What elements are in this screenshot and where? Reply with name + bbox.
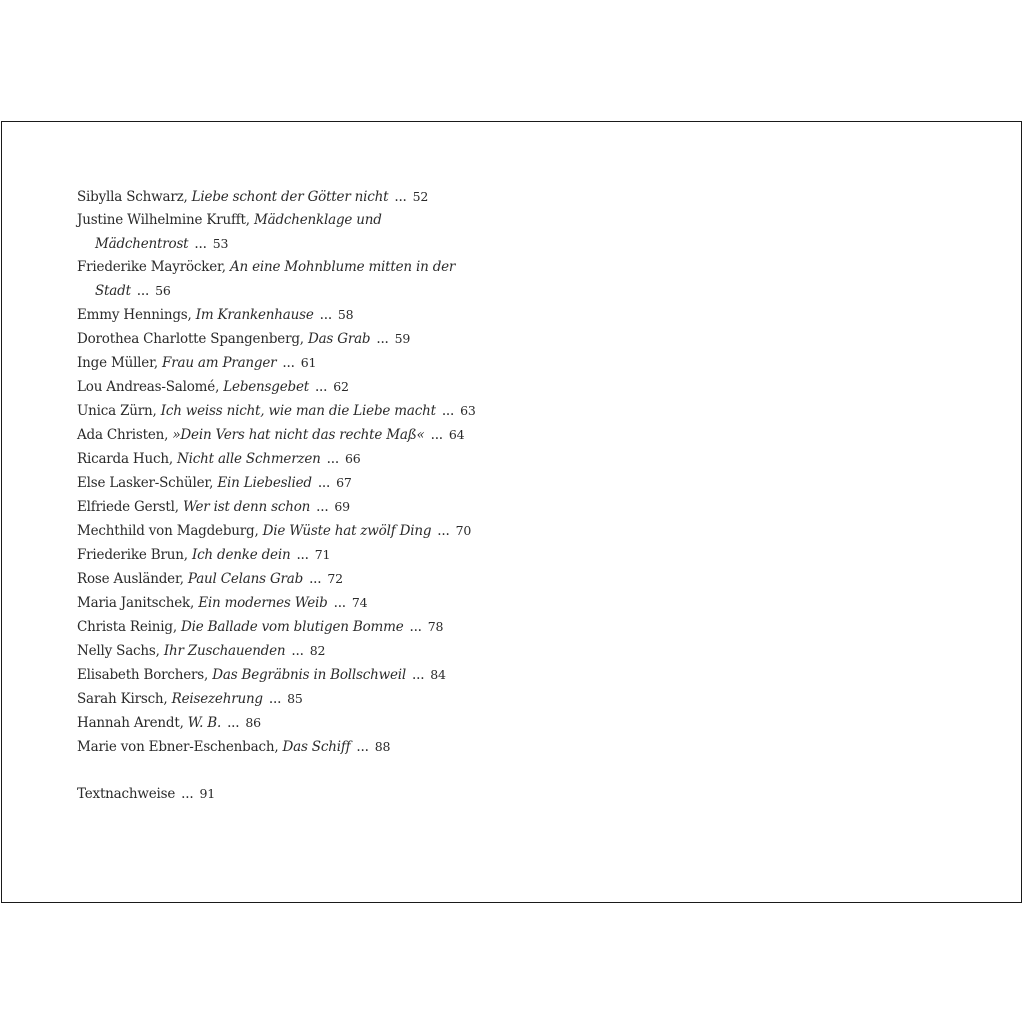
- entry-page-number: 56: [155, 283, 171, 298]
- toc-entry: [77, 423, 476, 447]
- entry-title: Ich denke dein: [191, 547, 291, 563]
- entry-page-number: 64: [448, 427, 465, 442]
- toc-entry: [77, 495, 476, 519]
- entry-leader: ...: [326, 451, 339, 467]
- entry-author: Inge Müller,: [77, 355, 163, 371]
- entry-leader: ...: [333, 595, 346, 611]
- entry-page-number: 69: [334, 499, 350, 514]
- entry-title: Liebe schont der Götter nicht: [191, 189, 389, 205]
- entry-leader: ...: [291, 643, 304, 659]
- entry-title: Reisezehrung: [171, 691, 263, 707]
- entry-leader: ...: [317, 475, 331, 491]
- entry-author: Nelly Sachs,: [77, 643, 164, 659]
- entry-page-number: 62: [333, 379, 349, 394]
- entry-page-number: 59: [394, 331, 411, 346]
- entry-author: Christa Reinig,: [77, 619, 181, 635]
- toc-entry: [77, 711, 476, 735]
- entry-leader: ...: [356, 739, 369, 755]
- entry-author: Unica Zürn,: [77, 403, 161, 419]
- entry-leader: ...: [227, 715, 240, 731]
- book-page: [1, 121, 1022, 903]
- entry-title: Ein Liebeslied: [217, 475, 312, 491]
- entry-page-number: 86: [245, 715, 261, 730]
- entry-page-number: 71: [314, 547, 331, 562]
- toc-entry: [77, 663, 476, 687]
- toc-entry: [77, 447, 476, 471]
- entry-author: Justine Wilhelmine Krufft,: [77, 212, 254, 228]
- section-spacer: [77, 759, 476, 782]
- entry-leader: ...: [437, 523, 450, 539]
- entry-title-continued: Mädchentrost: [95, 236, 189, 252]
- entry-author: Marie von Ebner-Eschenbach,: [77, 739, 283, 755]
- toc-entry: [77, 185, 476, 209]
- entry-leader: ...: [268, 691, 282, 707]
- toc-entry: [77, 567, 476, 591]
- toc-entry: [77, 209, 476, 232]
- toc-entry: [77, 351, 476, 375]
- entry-author: Ricarda Huch,: [77, 451, 178, 467]
- entry-leader: ...: [394, 189, 407, 205]
- entry-page-number: 61: [300, 355, 317, 370]
- entry-leader: ...: [309, 571, 322, 587]
- entry-title: Die Wüste hat zwölf Ding: [262, 523, 432, 539]
- entry-leader: ...: [412, 667, 425, 683]
- entry-author: Hannah Arendt,: [77, 715, 188, 731]
- entry-leader: ...: [136, 283, 150, 299]
- entry-title: »Dein Vers hat nicht das rechte Maß«: [172, 427, 425, 443]
- entry-title: Mädchenklage und: [253, 212, 382, 228]
- entry-page-number: 67: [336, 475, 352, 490]
- entry-leader: ...: [194, 236, 207, 252]
- table-of-contents: [77, 185, 476, 806]
- toc-entry-continuation: [77, 279, 476, 303]
- entry-leader: ...: [409, 619, 422, 635]
- toc-entry: [77, 543, 476, 567]
- entry-title: Das Schiff: [282, 739, 351, 755]
- toc-entry: [77, 327, 476, 351]
- entry-page-number: 91: [199, 786, 215, 801]
- toc-entry: [77, 399, 476, 423]
- entry-author: Elisabeth Borchers,: [77, 667, 213, 683]
- toc-entry: [77, 735, 476, 759]
- entry-author: Else Lasker-Schüler,: [77, 475, 218, 491]
- entry-author: Mechthild von Magdeburg,: [77, 523, 263, 539]
- entry-leader: ...: [441, 403, 455, 419]
- entry-title: Die Ballade vom blutigen Bomme: [181, 619, 404, 635]
- entry-leader: ...: [181, 786, 194, 802]
- entry-title: Frau am Pranger: [162, 355, 277, 371]
- entry-author: Maria Janitschek,: [77, 595, 199, 611]
- toc-entry: [77, 256, 476, 279]
- entry-title: W. B.: [187, 715, 222, 731]
- entry-title: Wer ist denn schon: [182, 499, 311, 515]
- entry-author: Emmy Hennings,: [77, 307, 196, 323]
- toc-entry: [77, 519, 476, 543]
- entry-page-number: 82: [309, 643, 326, 658]
- entry-author: Lou Andreas-Salomé,: [77, 379, 224, 395]
- entry-title: Lebensgebet: [223, 379, 309, 395]
- entry-leader: ...: [430, 427, 443, 443]
- entry-page-number: 72: [327, 571, 343, 586]
- entry-title: Paul Celans Grab: [187, 571, 304, 587]
- toc-entry: [77, 591, 476, 615]
- entry-title-continued: Stadt: [95, 283, 131, 299]
- entry-page-number: 85: [287, 691, 303, 706]
- toc-entry: [77, 615, 476, 639]
- entry-leader: ...: [314, 379, 328, 395]
- entry-leader: ...: [376, 331, 389, 347]
- entry-title: Ich weiss nicht, wie man die Liebe macht: [160, 403, 436, 419]
- entry-author: Ada Christen,: [77, 427, 173, 443]
- entry-page-number: 70: [455, 523, 472, 538]
- entry-page-number: 58: [337, 307, 354, 322]
- entry-page-number: 74: [351, 595, 368, 610]
- toc-entry-appendix: [77, 782, 476, 806]
- entry-leader: ...: [319, 307, 332, 323]
- entry-title: Das Grab: [307, 331, 371, 347]
- toc-entry: [77, 471, 476, 495]
- entry-page-number: 88: [374, 739, 391, 754]
- appendix-label: Textnachweise: [77, 786, 176, 802]
- entry-page-number: 53: [212, 236, 229, 251]
- entry-author: Rose Ausländer,: [77, 571, 188, 587]
- entry-title: Ein modernes Weib: [198, 595, 328, 611]
- entry-title: An eine Mohnblume mitten in der: [229, 259, 456, 275]
- entry-leader: ...: [296, 547, 309, 563]
- entry-leader: ...: [316, 499, 329, 515]
- toc-entry: [77, 687, 476, 711]
- entry-author: Elfriede Gerstl,: [77, 499, 183, 515]
- entry-title: Das Begräbnis in Bollschweil: [212, 667, 407, 683]
- toc-entry: [77, 303, 476, 327]
- entry-author: Sarah Kirsch,: [77, 691, 172, 707]
- entry-author: Sibylla Schwarz,: [77, 189, 192, 205]
- entry-author: Friederike Mayröcker,: [77, 259, 230, 275]
- entry-page-number: 66: [344, 451, 361, 466]
- entry-title: Nicht alle Schmerzen: [177, 451, 321, 467]
- toc-entry-continuation: [77, 232, 476, 256]
- entry-title: Ihr Zuschauenden: [163, 643, 286, 659]
- entry-page-number: 63: [460, 403, 476, 418]
- toc-entry: [77, 375, 476, 399]
- entry-leader: ...: [282, 355, 295, 371]
- entry-author: Friederike Brun,: [77, 547, 192, 563]
- entry-page-number: 78: [427, 619, 444, 634]
- entry-page-number: 52: [412, 189, 429, 204]
- entry-author: Dorothea Charlotte Spangenberg,: [77, 331, 308, 347]
- entry-title: Im Krankenhause: [195, 307, 314, 323]
- entry-page-number: 84: [430, 667, 446, 682]
- toc-entry: [77, 639, 476, 663]
